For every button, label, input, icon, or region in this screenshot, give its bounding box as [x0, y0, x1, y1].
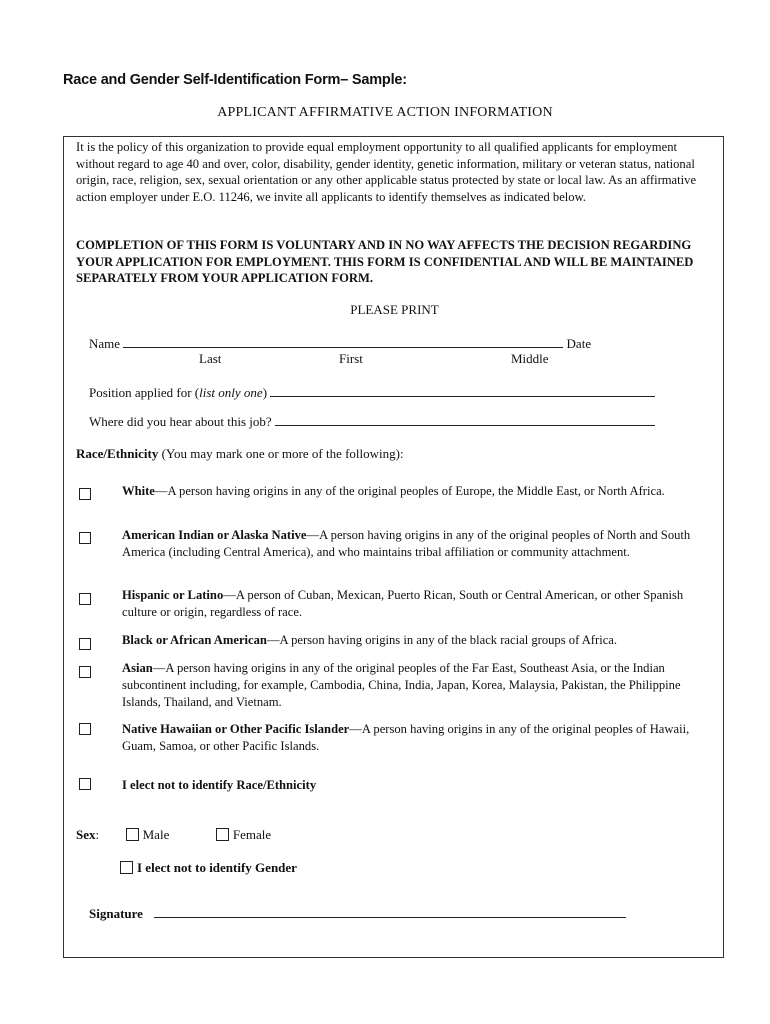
sex-female-label: Female: [232, 827, 272, 842]
sex-male-checkbox[interactable]: [126, 828, 139, 841]
form-title: Race and Gender Self-Identification Form– Sample:: [63, 72, 407, 88]
race-hispanic-checkbox[interactable]: [79, 593, 91, 605]
race-white-checkbox[interactable]: [79, 488, 91, 500]
job-source-row: [89, 413, 655, 430]
position-label-close: ): [262, 385, 268, 400]
race-option-label: American Indian or Alaska Native: [122, 528, 307, 542]
please-print-label: PLEASE PRINT: [350, 302, 439, 317]
sex-label: Sex: [76, 827, 96, 842]
sex-label-colon: :: [95, 827, 100, 842]
sex-female-checkbox[interactable]: [216, 828, 229, 841]
position-input-line[interactable]: [270, 384, 655, 397]
race-black-checkbox[interactable]: [79, 638, 91, 650]
race-heading-instructions: (You may mark one or more of the following):: [158, 446, 404, 461]
race-option-label: White: [122, 484, 155, 498]
position-label: Position applied for (: [89, 385, 200, 400]
signature-label: Signature: [89, 906, 143, 921]
voluntary-notice: COMPLETION OF THIS FORM IS VOLUNTARY AND IN NO WAY AFFECTS THE DECISION REGARDING YOUR APPLICATION FOR EMPLOYMENT. THIS FORM IS CONFIDENTIAL AND WILL BE MAINTAINED SEPARATELY FROM YOUR APPLICATION FORM.: [76, 238, 694, 286]
race-decline-checkbox[interactable]: [79, 778, 91, 790]
form-box: [63, 136, 724, 958]
first-name-sublabel: First: [339, 351, 363, 366]
name-label: Name: [89, 336, 121, 351]
form-heading: APPLICANT AFFIRMATIVE ACTION INFORMATION: [217, 105, 553, 120]
gender-decline-checkbox[interactable]: [120, 861, 133, 874]
race-option-label: Native Hawaiian or Other Pacific Islander: [122, 722, 350, 736]
middle-name-sublabel: Middle: [511, 351, 549, 366]
race-asian-checkbox[interactable]: [79, 666, 91, 678]
name-input-line[interactable]: [123, 335, 563, 348]
race-heading-label: Race/Ethnicity: [76, 446, 159, 461]
job-source-label: Where did you hear about this job?: [89, 414, 272, 429]
sex-row: [76, 827, 271, 843]
gender-decline-row: [120, 860, 297, 876]
position-hint: list only one: [199, 385, 263, 400]
race-pacific-islander-checkbox[interactable]: [79, 723, 91, 735]
policy-paragraph: It is the policy of this organization to provide equal employment opportunity to all qualified applicants for employment without regard to age 40 and over, color, disability, gender identity, genetic information, military or veteran status, national origin, race, religion, sex, sexual orientation or any other applicable status protected by state or local law. As an affirmative action employer under E.O. 11246, we invite all applicants to identify themselves as indicated below.: [76, 140, 697, 204]
name-row: [89, 335, 591, 352]
race-option-description: —A person having origins in any of the original peoples of North and South America (including Central America), and who maintains tribal affiliation or community attachment.: [122, 528, 691, 559]
signature-input-line[interactable]: [154, 905, 626, 918]
date-label: Date: [566, 336, 592, 351]
position-row: [89, 384, 655, 401]
gender-decline-label: I elect not to identify Gender: [137, 860, 297, 875]
race-option-description: —A person having origins in any of the original peoples of Europe, the Middle East, or North Africa.: [154, 484, 665, 498]
race-heading: [76, 446, 404, 462]
race-option-label: Hispanic or Latino: [122, 588, 224, 602]
race-option-label: I elect not to identify Race/Ethnicity: [122, 778, 317, 792]
race-american-indian-checkbox[interactable]: [79, 532, 91, 544]
race-option-description: —A person having origins in any of the original peoples of the Far East, Southeast Asia, or the Indian subcontinent including, for example, Cambodia, China, India, Japan, Korea, Malaysia, Pakistan, the Philippine Islands, Thailand, and Vietnam.: [122, 661, 681, 709]
sex-male-label: Male: [142, 827, 170, 842]
job-source-input-line[interactable]: [275, 413, 655, 426]
race-option-label: Asian: [122, 661, 153, 675]
race-option-description: —A person having origins in any of the original peoples of Hawaii, Guam, Samoa, or other Pacific Islands.: [122, 722, 690, 753]
last-name-sublabel: Last: [199, 351, 222, 366]
signature-row: [89, 905, 626, 922]
race-option-description: —A person having origins in any of the black racial groups of Africa.: [266, 633, 618, 647]
race-option-label: Black or African American: [122, 633, 267, 647]
race-option-description: —A person of Cuban, Mexican, Puerto Rican, South or Central American, or other Spanish culture or origin, regardless of race.: [122, 588, 684, 619]
